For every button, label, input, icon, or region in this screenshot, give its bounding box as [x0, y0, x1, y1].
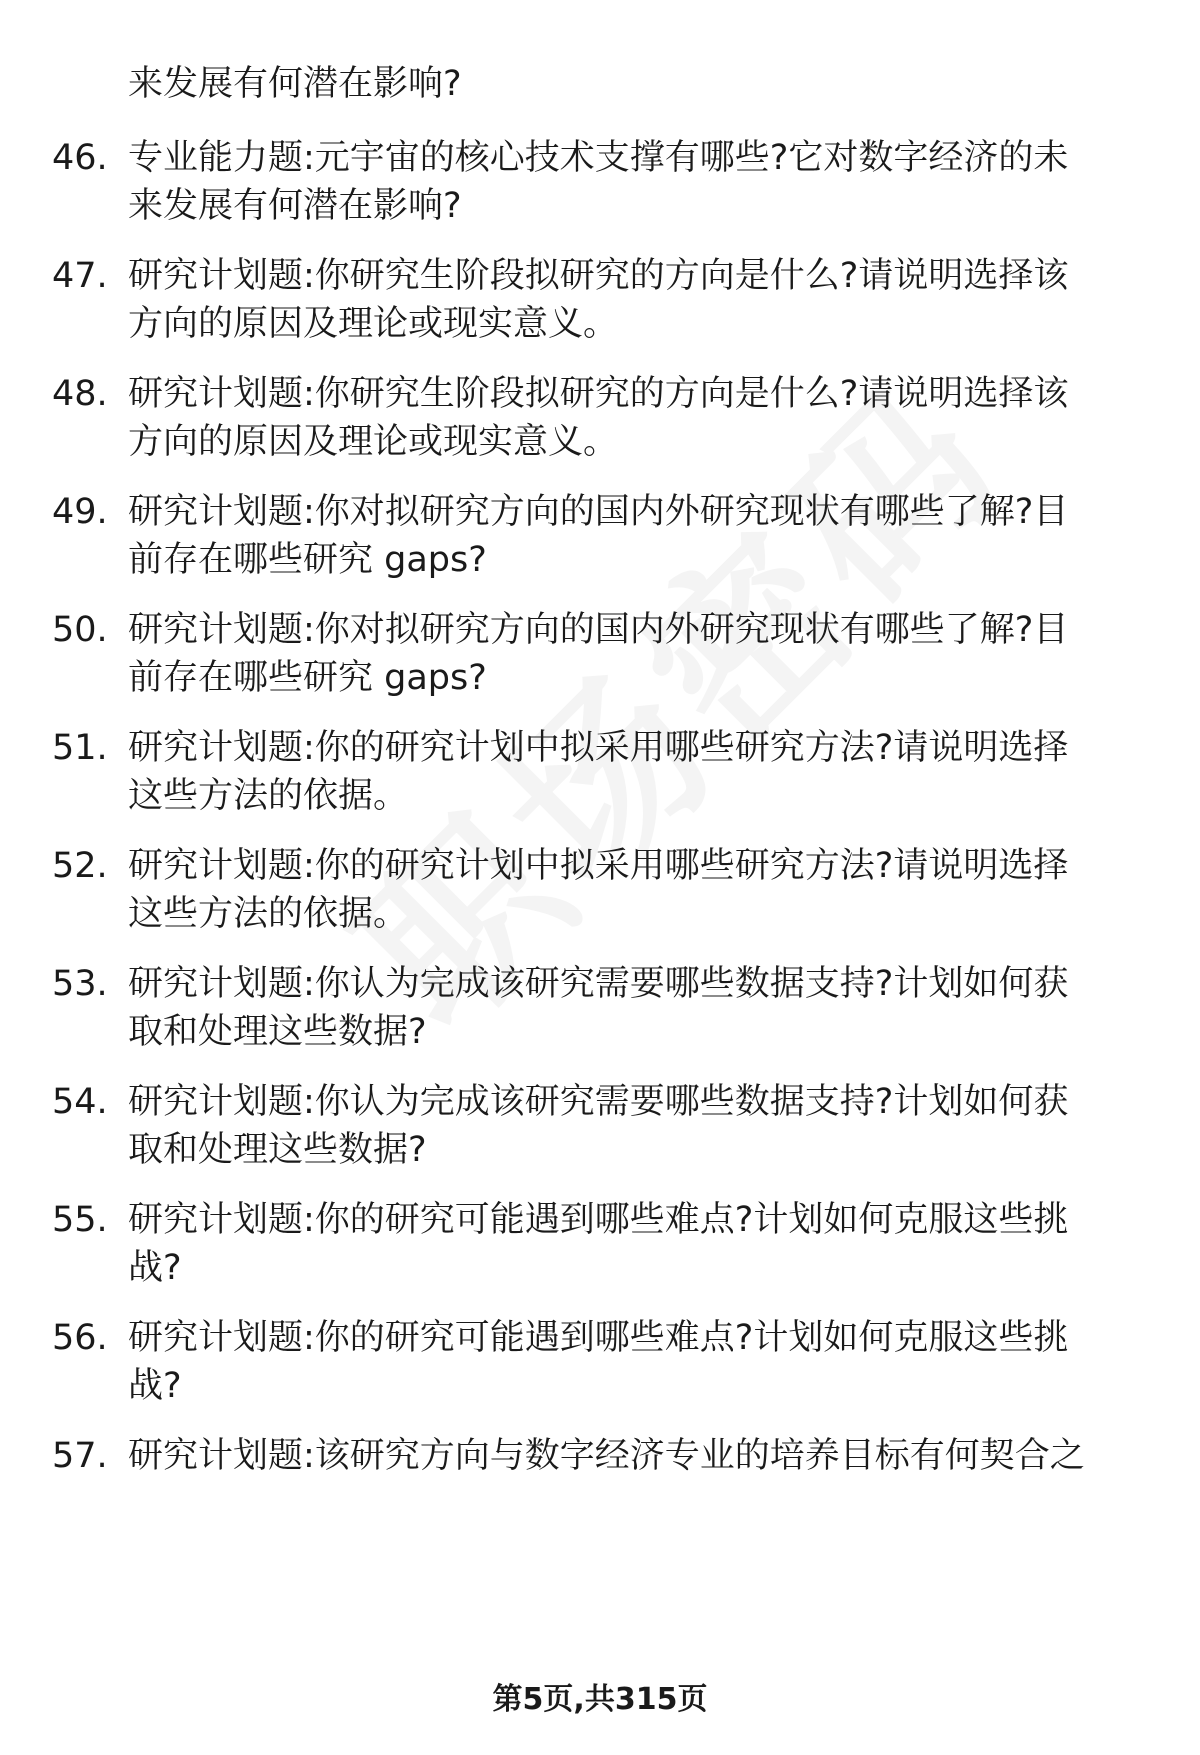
item-number: 52. — [52, 846, 108, 886]
item-text-line: 取和处理这些数据? — [128, 1012, 427, 1052]
item-text — [128, 1314, 1138, 1410]
item-text-line: 研究计划题:你的研究计划中拟采用哪些研究方法?请说明选择 — [128, 846, 1069, 886]
item-text-line: 这些方法的依据。 — [128, 776, 409, 816]
item-text — [128, 960, 1138, 1056]
item-text-line: 前存在哪些研究 gaps? — [128, 658, 487, 698]
item-text-line: 方向的原因及理论或现实意义。 — [128, 422, 619, 462]
continuation-text: 来发展有何潜在影响? — [128, 64, 462, 104]
item-number: 54. — [52, 1082, 108, 1122]
item-text-line: 战? — [128, 1248, 182, 1288]
item-text-line: 前存在哪些研究 gaps? — [128, 540, 487, 580]
item-text — [128, 1078, 1138, 1174]
item-text-line: 研究计划题:该研究方向与数字经济专业的培养目标有何契合之 — [128, 1436, 1085, 1476]
item-text — [128, 134, 1138, 230]
item-number: 47. — [52, 256, 108, 296]
item-text — [128, 252, 1138, 348]
item-text-line: 专业能力题:元宇宙的核心技术支撑有哪些?它对数字经济的未 — [128, 138, 1069, 178]
item-text — [128, 1432, 1138, 1480]
item-text-line: 研究计划题:你对拟研究方向的国内外研究现状有哪些了解?目 — [128, 492, 1069, 532]
page-footer: 第5页,共315页 — [492, 1682, 708, 1717]
item-number: 46. — [52, 138, 108, 178]
item-number: 53. — [52, 964, 108, 1004]
item-text-line: 来发展有何潜在影响? — [128, 186, 462, 226]
item-text — [128, 724, 1138, 820]
item-text-line: 研究计划题:你的研究计划中拟采用哪些研究方法?请说明选择 — [128, 728, 1069, 768]
item-number: 50. — [52, 610, 108, 650]
item-text-line: 研究计划题:你的研究可能遇到哪些难点?计划如何克服这些挑 — [128, 1318, 1069, 1358]
item-text-line: 取和处理这些数据? — [128, 1130, 427, 1170]
item-text-line: 研究计划题:你认为完成该研究需要哪些数据支持?计划如何获 — [128, 1082, 1069, 1122]
item-number: 51. — [52, 728, 108, 768]
item-text-line: 研究计划题:你认为完成该研究需要哪些数据支持?计划如何获 — [128, 964, 1069, 1004]
item-text-line: 研究计划题:你研究生阶段拟研究的方向是什么?请说明选择该 — [128, 256, 1069, 296]
item-number: 48. — [52, 374, 108, 414]
item-text — [128, 488, 1138, 584]
item-number: 57. — [52, 1436, 108, 1476]
item-text — [128, 842, 1138, 938]
item-text-line: 方向的原因及理论或现实意义。 — [128, 304, 619, 344]
item-number: 49. — [52, 492, 108, 532]
item-text-line: 研究计划题:你的研究可能遇到哪些难点?计划如何克服这些挑 — [128, 1200, 1069, 1240]
item-text-line: 战? — [128, 1366, 182, 1406]
item-text-line: 研究计划题:你对拟研究方向的国内外研究现状有哪些了解?目 — [128, 610, 1069, 650]
item-text-line: 研究计划题:你研究生阶段拟研究的方向是什么?请说明选择该 — [128, 374, 1069, 414]
item-number: 55. — [52, 1200, 108, 1240]
item-number: 56. — [52, 1318, 108, 1358]
item-text — [128, 1196, 1138, 1292]
item-text-line: 这些方法的依据。 — [128, 894, 409, 934]
item-text — [128, 606, 1138, 702]
item-text — [128, 370, 1138, 466]
